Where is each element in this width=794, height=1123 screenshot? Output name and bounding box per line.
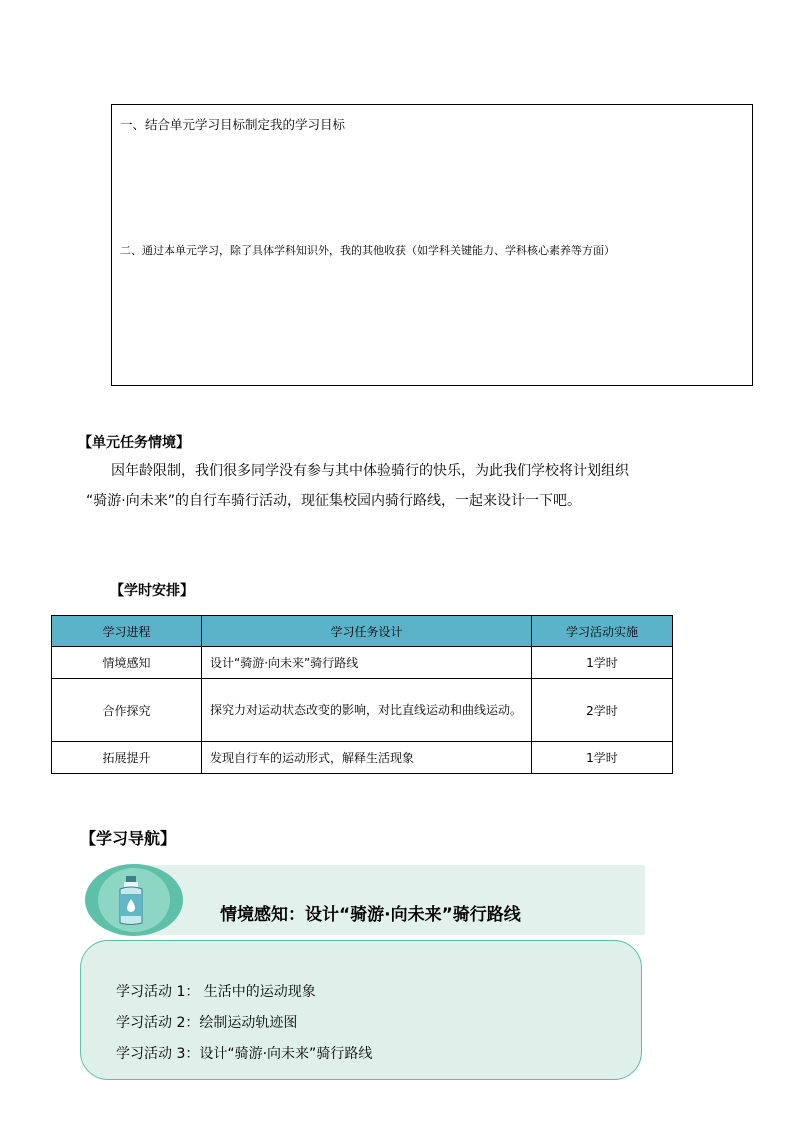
row-task: 探究力对运动状态改变的影响，对比直线运动和曲线运动。 [202, 679, 532, 742]
row-stage: 合作探究 [52, 679, 202, 742]
unit-context-title: 【单元任务情境】 [78, 435, 190, 451]
banner-text: 情境感知：设计“骑游·向未来”骑行路线 [220, 905, 521, 925]
goals-box [111, 104, 753, 386]
schedule-table [51, 615, 673, 774]
unit-context-paragraph-1: 因年龄限制，我们很多同学没有参与其中体验骑行的快乐，为此我们学校将计划组织 [111, 463, 629, 479]
table-row [52, 742, 673, 774]
row-hours: 1学时 [532, 742, 673, 774]
row-hours: 2学时 [532, 679, 673, 742]
header-stage: 学习进程 [52, 616, 202, 647]
table-header-row [52, 616, 673, 647]
schedule-title: 【学时安排】 [110, 583, 194, 599]
table-row [52, 679, 673, 742]
row-hours: 1学时 [532, 647, 673, 679]
activity-item-2: 学习活动 2：绘制运动轨迹图 [116, 1015, 298, 1031]
unit-context-paragraph-2: “骑游·向未来”的自行车骑行活动，现征集校园内骑行路线，一起来设计一下吧。 [86, 493, 581, 509]
bottle-icon [116, 876, 146, 926]
activity-item-3: 学习活动 3：设计“骑游·向未来”骑行路线 [116, 1046, 373, 1062]
goal-line-2: 二、通过本单元学习，除了具体学科知识外，我的其他收获（如学科关键能力、学科核心素养等方面） [120, 244, 615, 257]
row-stage: 拓展提升 [52, 742, 202, 774]
navigation-title: 【学习导航】 [80, 829, 177, 848]
row-task: 设计“骑游·向未来”骑行路线 [202, 647, 532, 679]
activity-item-1: 学习活动 1： 生活中的运动现象 [116, 984, 316, 1000]
header-hours: 学习活动实施 [532, 616, 673, 647]
goal-line-1: 一、结合单元学习目标制定我的学习目标 [120, 117, 346, 132]
row-task: 发现自行车的运动形式，解释生活现象 [202, 742, 532, 774]
header-task: 学习任务设计 [202, 616, 532, 647]
row-stage: 情境感知 [52, 647, 202, 679]
table-row [52, 647, 673, 679]
